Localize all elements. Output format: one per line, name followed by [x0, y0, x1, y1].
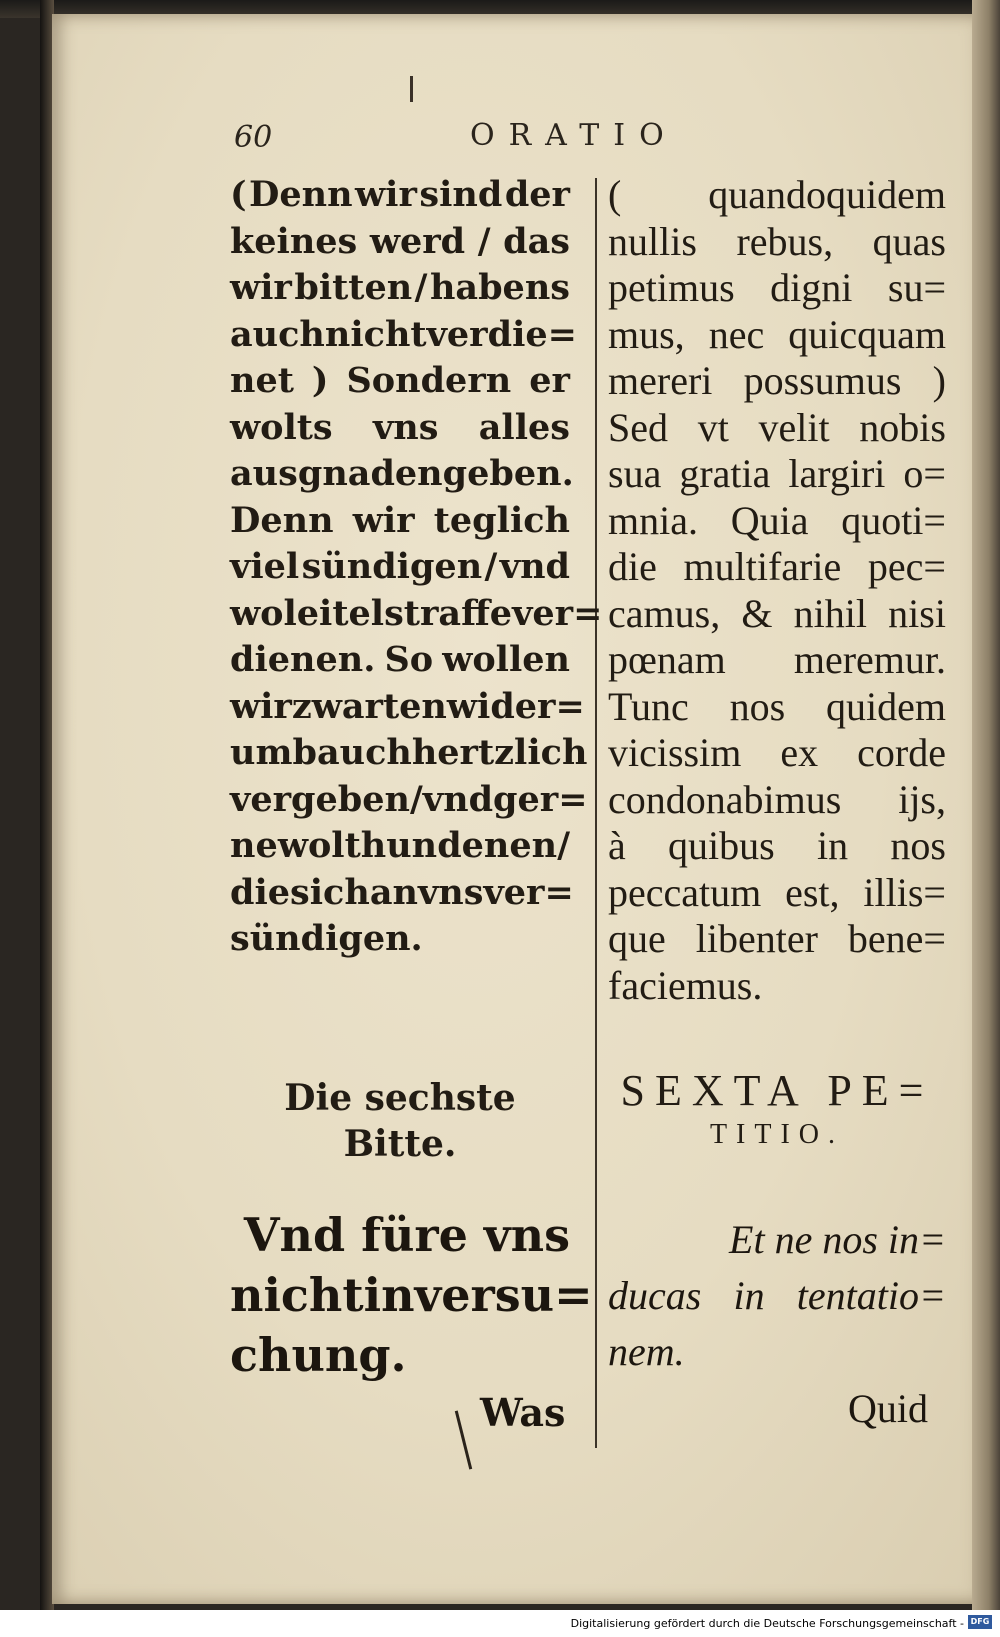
- running-head: ORATIO: [470, 118, 678, 153]
- page-number: 60: [234, 120, 273, 155]
- latin-line: pœnam meremur.: [608, 637, 946, 682]
- german-line: ne wolthun denen /: [230, 825, 570, 866]
- german-petition-line: nicht in versu=: [230, 1268, 593, 1322]
- latin-line: vicissim ex corde: [608, 730, 946, 775]
- latin-line: nullis rebus, quas: [608, 218, 946, 264]
- latin-line: Tunc nos quidem: [608, 683, 946, 729]
- german-line: wolts vns alles: [230, 406, 570, 448]
- german-line: vergeben / vnd ger=: [230, 778, 588, 820]
- latin-line: mereri possumus ): [608, 358, 946, 403]
- latin-catchword: Quid: [848, 1386, 928, 1431]
- latin-heading-line: TITIO.: [709, 1119, 845, 1150]
- latin-line: ( quandoquidem: [608, 172, 946, 217]
- german-petition-text: [230, 1205, 593, 1385]
- german-line: die sich an vns ver=: [230, 871, 574, 913]
- funding-credit: Digitalisierung gefördert durch die Deutsche Forschungsgemeinschaft -: [570, 1617, 964, 1630]
- german-line: aus gnaden geben.: [230, 453, 574, 494]
- latin-line: faciemus.: [608, 962, 763, 1008]
- latin-line: die multifarie pec=: [608, 544, 946, 589]
- german-line: keines werd / das: [230, 220, 570, 262]
- book-page-edge: [972, 0, 1000, 1637]
- german-line: wol eitel straffe ver=: [230, 592, 603, 634]
- latin-line: à quibus in nos: [608, 823, 946, 868]
- latin-line: mus, nec quicquam: [608, 311, 946, 357]
- german-line: dienen. So wollen: [230, 639, 570, 680]
- latin-heading-line: SEXTA PE=: [620, 1066, 934, 1115]
- german-petition-line: chung.: [230, 1328, 407, 1382]
- latin-line: mnia. Quia quoti=: [608, 497, 946, 543]
- german-line: auch nicht verdie=: [230, 313, 577, 355]
- german-line: viel sündigen / vnd: [230, 546, 570, 587]
- latin-line: Sed vt velit nobis: [608, 404, 946, 450]
- german-heading-line: Bitte.: [343, 1123, 457, 1165]
- german-line: ( Denn wir sind der: [230, 174, 570, 215]
- german-heading-line: Die sechste: [284, 1077, 516, 1119]
- german-line: umb auch hertzlich: [230, 732, 588, 773]
- german-section-heading: [230, 1075, 570, 1167]
- latin-line: sua gratia largiri o=: [608, 451, 946, 496]
- latin-line: petimus digni su=: [608, 265, 946, 310]
- german-catchword: Was: [480, 1390, 566, 1435]
- latin-petition-text: [608, 1212, 946, 1380]
- latin-line: que libenter bene=: [608, 916, 946, 961]
- latin-line: peccatum est, illis=: [608, 869, 946, 915]
- latin-column-text: [608, 172, 946, 1009]
- latin-petition-line: Et ne nos in=: [729, 1217, 946, 1262]
- latin-petition-line: ducas in tentatio=: [608, 1273, 946, 1318]
- latin-section-heading: [608, 1065, 946, 1153]
- dfg-logo-icon: DFG: [968, 1615, 992, 1629]
- german-line: sündigen.: [230, 918, 423, 959]
- german-line: wir bitten / habens: [230, 267, 570, 308]
- german-line: net ) Sondern er: [230, 360, 570, 401]
- german-petition-line: Vnd füre vns: [243, 1208, 570, 1262]
- ink-mark-top: [410, 76, 413, 102]
- german-line: wir zwarten wider=: [230, 685, 585, 727]
- latin-line: camus, & nihil nisi: [608, 590, 946, 636]
- german-line: Denn wir teglich: [230, 499, 570, 541]
- latin-petition-line: nem.: [608, 1329, 685, 1374]
- german-column-text: [230, 172, 603, 963]
- latin-line: condonabimus ijs,: [608, 776, 946, 822]
- column-divider: [595, 178, 597, 1448]
